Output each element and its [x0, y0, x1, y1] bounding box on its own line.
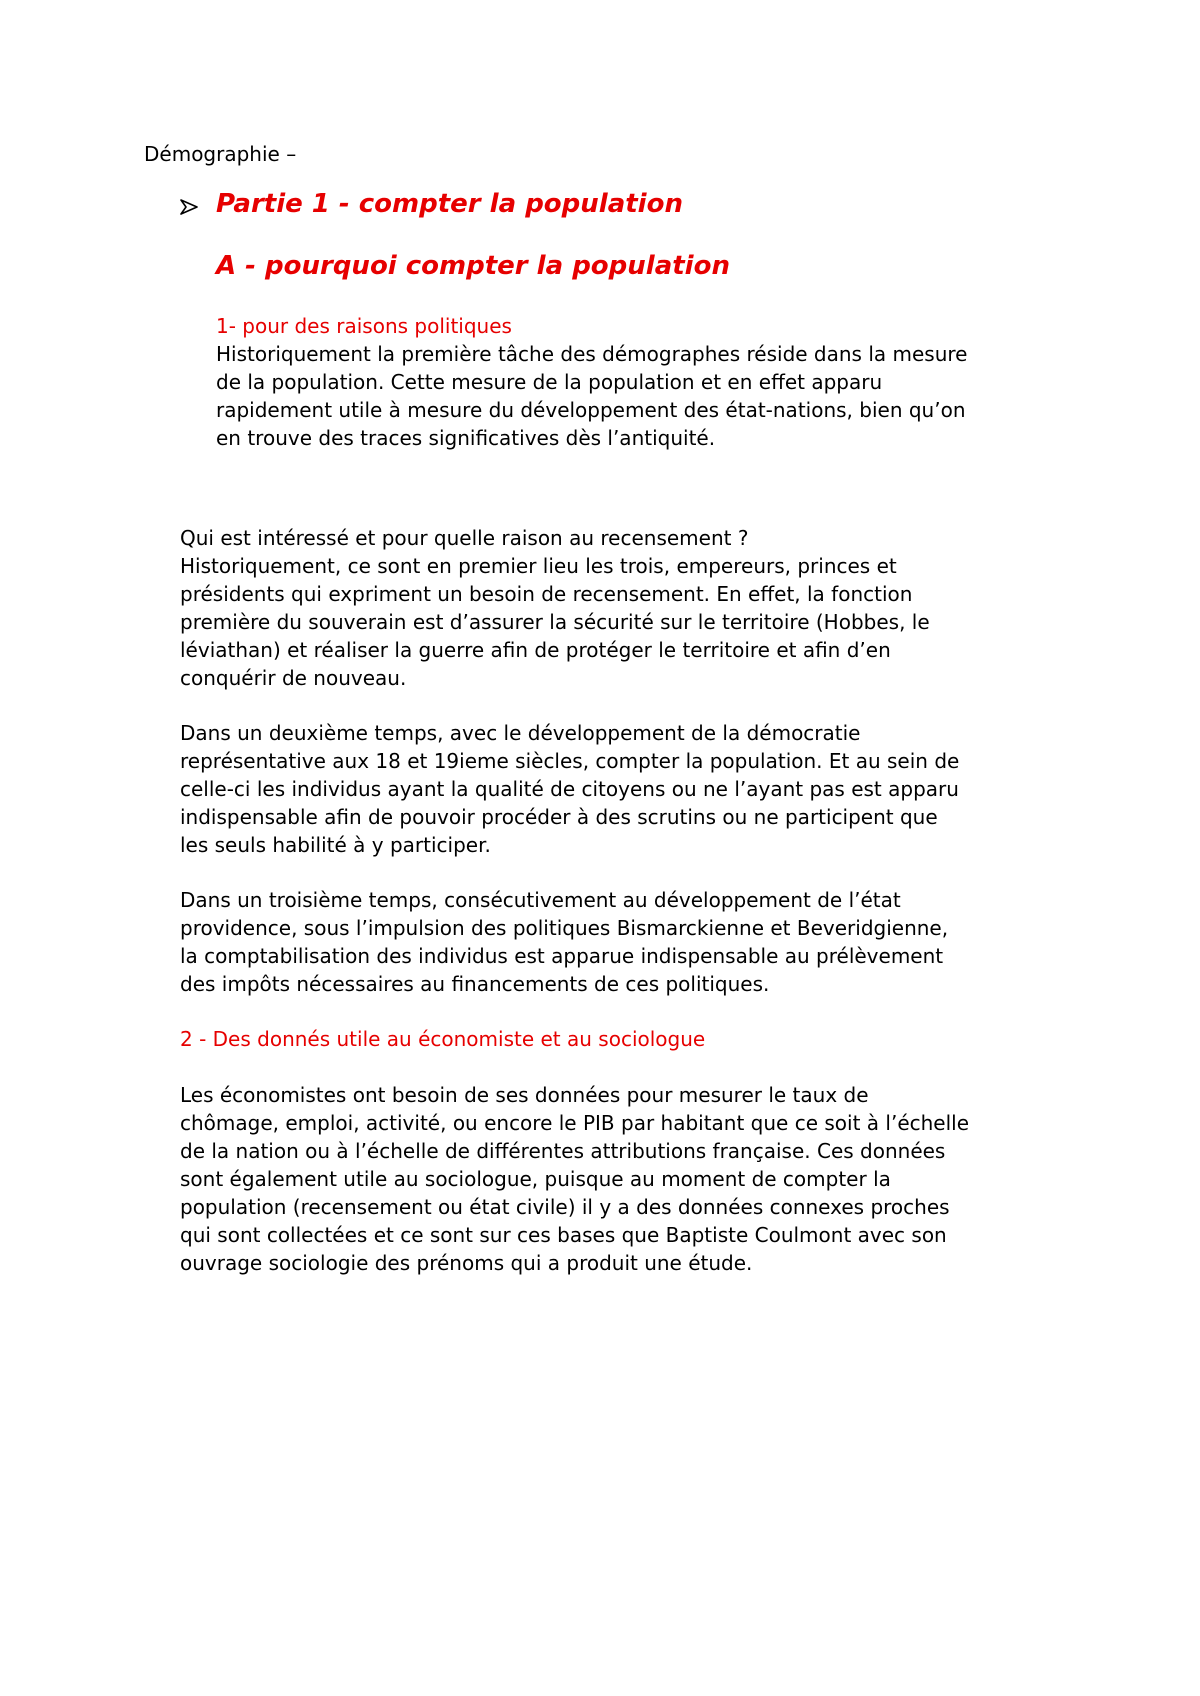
arrowhead-bullet-icon — [180, 199, 198, 215]
part-heading: Partie 1 - compter la population — [216, 189, 683, 219]
paragraph-line: sont également utile au sociologue, puisque au moment de compter la — [180, 1167, 891, 1191]
paragraph-line: chômage, emploi, activité, ou encore le PIB par habitant que ce soit à l’échelle — [180, 1111, 970, 1135]
paragraph-line: Qui est intéressé et pour quelle raison au recensement ? — [180, 526, 749, 550]
paragraph-line: première du souverain est d’assurer la sécurité sur le territoire (Hobbes, le — [180, 610, 930, 634]
paragraph-line: de la nation ou à l’échelle de différentes attributions française. Ces données — [180, 1139, 946, 1163]
paragraph-line: de la population. Cette mesure de la population et en effet apparu — [216, 370, 883, 394]
subsection-2-heading: 2 - Des donnés utile au économiste et au sociologue — [180, 1027, 706, 1051]
paragraph-troisieme-temps — [180, 886, 948, 998]
paragraph-line: conquérir de nouveau. — [180, 666, 407, 690]
paragraph-line: rapidement utile à mesure du développement des état-nations, bien qu’on — [216, 398, 966, 422]
paragraph-deuxieme-temps — [180, 719, 959, 859]
document-title: Démographie – — [144, 142, 297, 166]
paragraph-line: ouvrage sociologie des prénoms qui a produit une étude. — [180, 1251, 753, 1275]
paragraph-line: en trouve des traces significatives dès l’antiquité. — [216, 426, 716, 450]
section-a-heading: A - pourquoi compter la population — [216, 251, 730, 281]
paragraph-line: les seuls habilité à y participer. — [180, 833, 491, 857]
paragraph-line: qui sont collectées et ce sont sur ces bases que Baptiste Coulmont avec son — [180, 1223, 947, 1247]
paragraph-line: Historiquement, ce sont en premier lieu les trois, empereurs, princes et — [180, 554, 897, 578]
paragraph-line: Historiquement la première tâche des démographes réside dans la mesure — [216, 342, 968, 366]
paragraph-line: Dans un deuxième temps, avec le développement de la démocratie — [180, 721, 861, 745]
paragraph-line: providence, sous l’impulsion des politiques Bismarckienne et Beveridgienne, — [180, 916, 949, 940]
paragraph-line: Dans un troisième temps, consécutivement au développement de l’état — [180, 888, 901, 912]
subsection-1-heading: 1- pour des raisons politiques — [216, 314, 512, 338]
paragraph-line: population (recensement ou état civile) il y a des données connexes proches — [180, 1195, 950, 1219]
paragraph-line: Les économistes ont besoin de ses données pour mesurer le taux de — [180, 1083, 869, 1107]
paragraph-line: présidents qui expriment un besoin de recensement. En effet, la fonction — [180, 582, 913, 606]
paragraph-qui — [180, 524, 930, 692]
paragraph-line: des impôts nécessaires au financements de ces politiques. — [180, 972, 770, 996]
subsection-2 — [180, 1025, 705, 1053]
paragraph-economistes — [180, 1081, 969, 1277]
paragraph-line: la comptabilisation des individus est apparue indispensable au prélèvement — [180, 944, 944, 968]
paragraph-line: léviathan) et réaliser la guerre afin de protéger le territoire et afin d’en — [180, 638, 891, 662]
subsection-1 — [216, 312, 967, 452]
paragraph-line: indispensable afin de pouvoir procéder à des scrutins ou ne participent que — [180, 805, 938, 829]
paragraph-line: représentative aux 18 et 19ieme siècles, compter la population. Et au sein de — [180, 749, 960, 773]
paragraph-line: celle-ci les individus ayant la qualité de citoyens ou ne l’ayant pas est apparu — [180, 777, 959, 801]
